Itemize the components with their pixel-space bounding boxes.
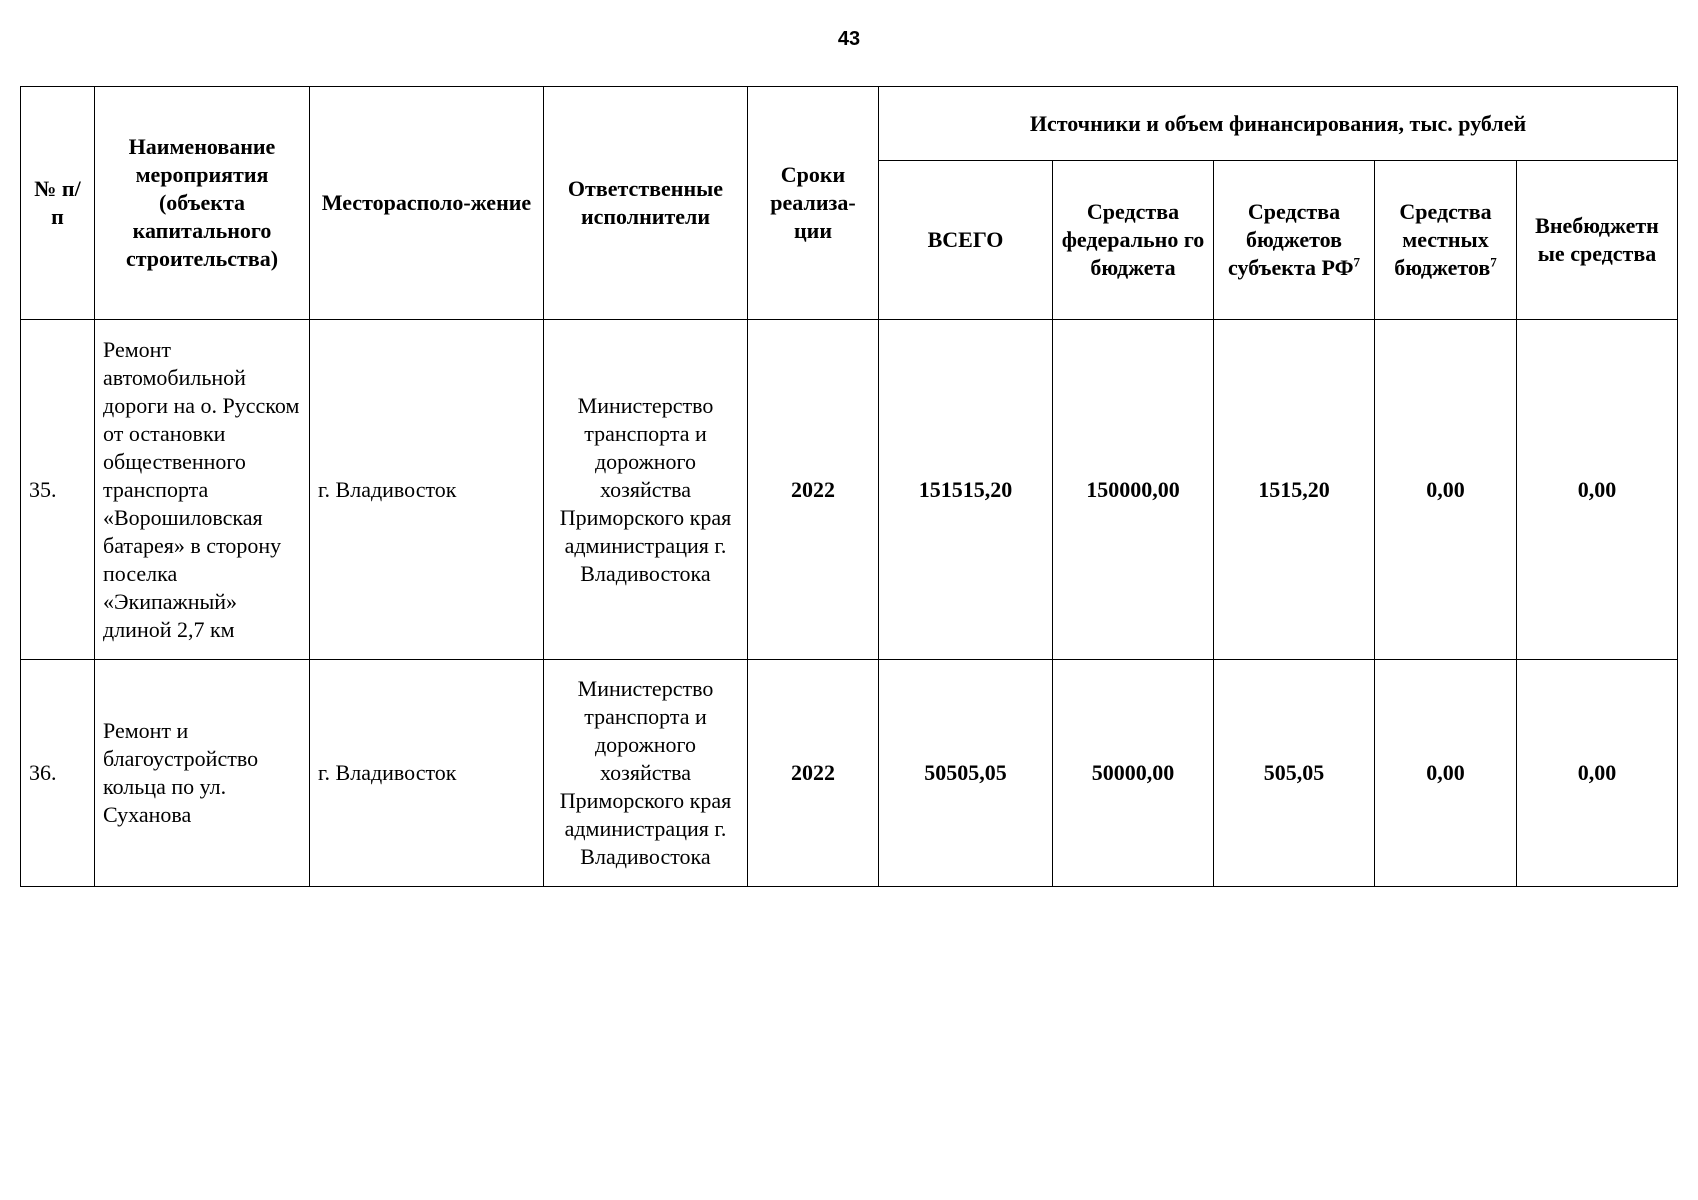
row-total: 50505,05 xyxy=(879,660,1053,887)
row-location: г. Владивосток xyxy=(310,660,544,887)
header-regional-label: Средства бюджетов субъекта РФ xyxy=(1228,199,1354,280)
row-num: 36. xyxy=(21,660,95,887)
row-extrabudget: 0,00 xyxy=(1517,660,1678,887)
row-federal: 150000,00 xyxy=(1053,320,1214,660)
row-responsible: Министерство транспорта и дорожного хозяйства Приморского края администрация г. Владивостока xyxy=(544,660,748,887)
row-num: 35. xyxy=(21,320,95,660)
row-terms: 2022 xyxy=(748,320,879,660)
row-local: 0,00 xyxy=(1375,660,1517,887)
header-extrabudget: Внебюджетн ые средства xyxy=(1517,161,1678,320)
row-name: Ремонт и благоустройство кольца по ул. Суханова xyxy=(95,660,310,887)
header-federal: Средства федерально го бюджета xyxy=(1053,161,1214,320)
header-terms: Сроки реализа-ции xyxy=(748,87,879,320)
header-location: Месторасполо-жение xyxy=(310,87,544,320)
header-regional-footnote: 7 xyxy=(1353,254,1360,270)
row-extrabudget: 0,00 xyxy=(1517,320,1678,660)
row-location: г. Владивосток xyxy=(310,320,544,660)
header-local-label: Средства местных бюджетов xyxy=(1394,199,1492,280)
table-row xyxy=(21,660,1678,887)
financing-table xyxy=(20,86,1678,887)
page-number: 43 xyxy=(837,28,861,50)
header-local-footnote: 7 xyxy=(1490,254,1497,270)
header-responsible: Ответственные исполнители xyxy=(544,87,748,320)
header-num: № п/п xyxy=(21,87,95,320)
header-total: ВСЕГО xyxy=(879,161,1053,320)
row-regional: 1515,20 xyxy=(1214,320,1375,660)
header-regional xyxy=(1214,161,1375,320)
row-responsible: Министерство транспорта и дорожного хозяйства Приморского края администрация г. Владивостока xyxy=(544,320,748,660)
table-row xyxy=(21,320,1678,660)
row-terms: 2022 xyxy=(748,660,879,887)
row-total: 151515,20 xyxy=(879,320,1053,660)
row-regional: 505,05 xyxy=(1214,660,1375,887)
header-name: Наименование мероприятия (объекта капитального строительства) xyxy=(95,87,310,320)
row-local: 0,00 xyxy=(1375,320,1517,660)
header-local xyxy=(1375,161,1517,320)
row-name: Ремонт автомобильной дороги на о. Русском от остановки общественного транспорта «Ворошиловская батарея» в сторону поселка «Экипажный» длиной 2,7 км xyxy=(95,320,310,660)
row-federal: 50000,00 xyxy=(1053,660,1214,887)
header-financing-group: Источники и объем финансирования, тыс. рублей xyxy=(879,87,1678,161)
